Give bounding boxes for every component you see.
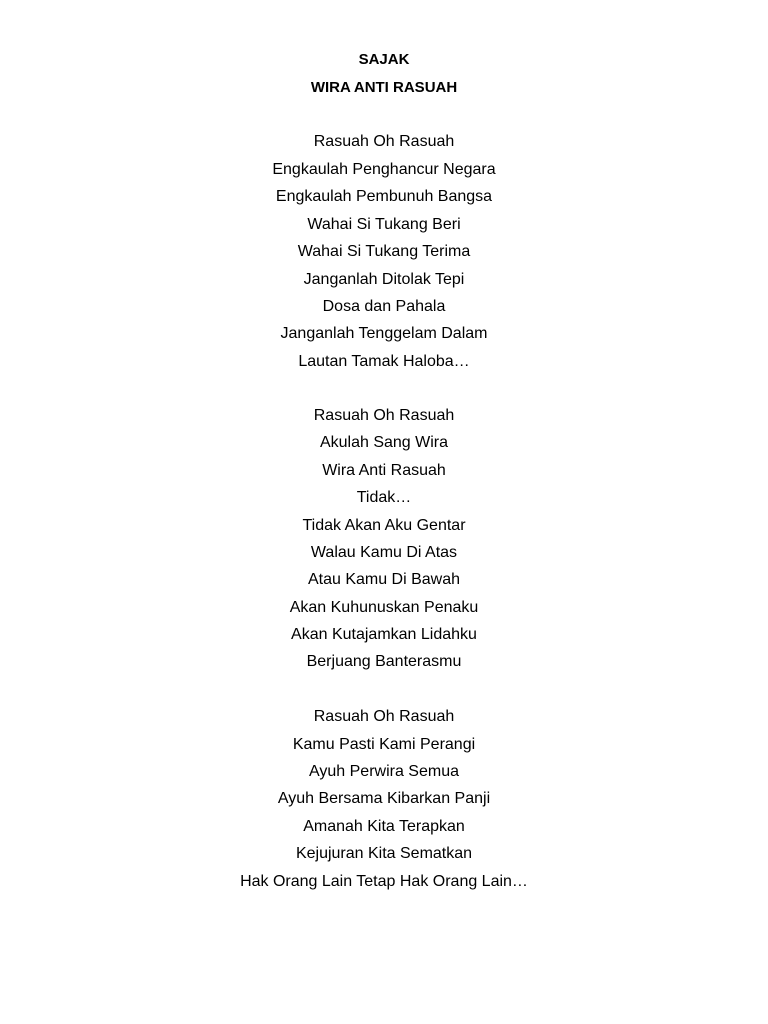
poem-line: Berjuang Banterasmu [306,653,462,670]
poem-line: Rasuah Oh Rasuah [313,133,455,150]
poem-line: Engkaulah Pembunuh Bangsa [275,188,493,205]
poem-line: Wira Anti Rasuah [322,461,446,479]
poem-line: Atau Kamu Di Bawah [307,571,461,588]
poem-heading: SAJAK [358,51,410,68]
poem-line: Wahai Si Tukang Beri [307,215,461,233]
poem-line: Dosa dan Pahala [322,298,446,315]
poem-line: Ayuh Bersama Kibarkan Panji [277,790,491,807]
poem-line: Akulah Sang Wira [319,434,449,451]
poem-line: Walau Kamu Di Atas [310,543,458,561]
poem-line: Akan Kutajamkan Lidahku [291,626,477,643]
poem-line: Kejujuran Kita Sematkan [295,845,473,862]
poem-line: Janganlah Tenggelam Dalam [280,325,488,342]
poem-line: Rasuah Oh Rasuah [313,708,455,725]
poem-line: Ayuh Perwira Semua [309,763,459,780]
poem-line: Hak Orang Lain Tetap Hak Orang Lain… [240,872,528,890]
poem-line: Kamu Pasti Kami Perangi [292,735,476,753]
poem-line: Lautan Tamak Haloba… [298,352,470,370]
poem-title: WIRA ANTI RASUAH [310,79,458,96]
poem-line: Wahai Si Tukang Terima [297,243,471,260]
poem-line: Tidak… [356,489,412,506]
poem-line: Tidak Akan Aku Gentar [302,516,466,534]
poem-line: Amanah Kita Terapkan [303,817,465,835]
poem-line: Rasuah Oh Rasuah [313,407,455,424]
poem-line: Engkaulah Penghancur Negara [272,160,496,178]
poem-line: Janganlah Ditolak Tepi [303,270,465,288]
poem-line: Akan Kuhunuskan Penaku [289,598,479,616]
